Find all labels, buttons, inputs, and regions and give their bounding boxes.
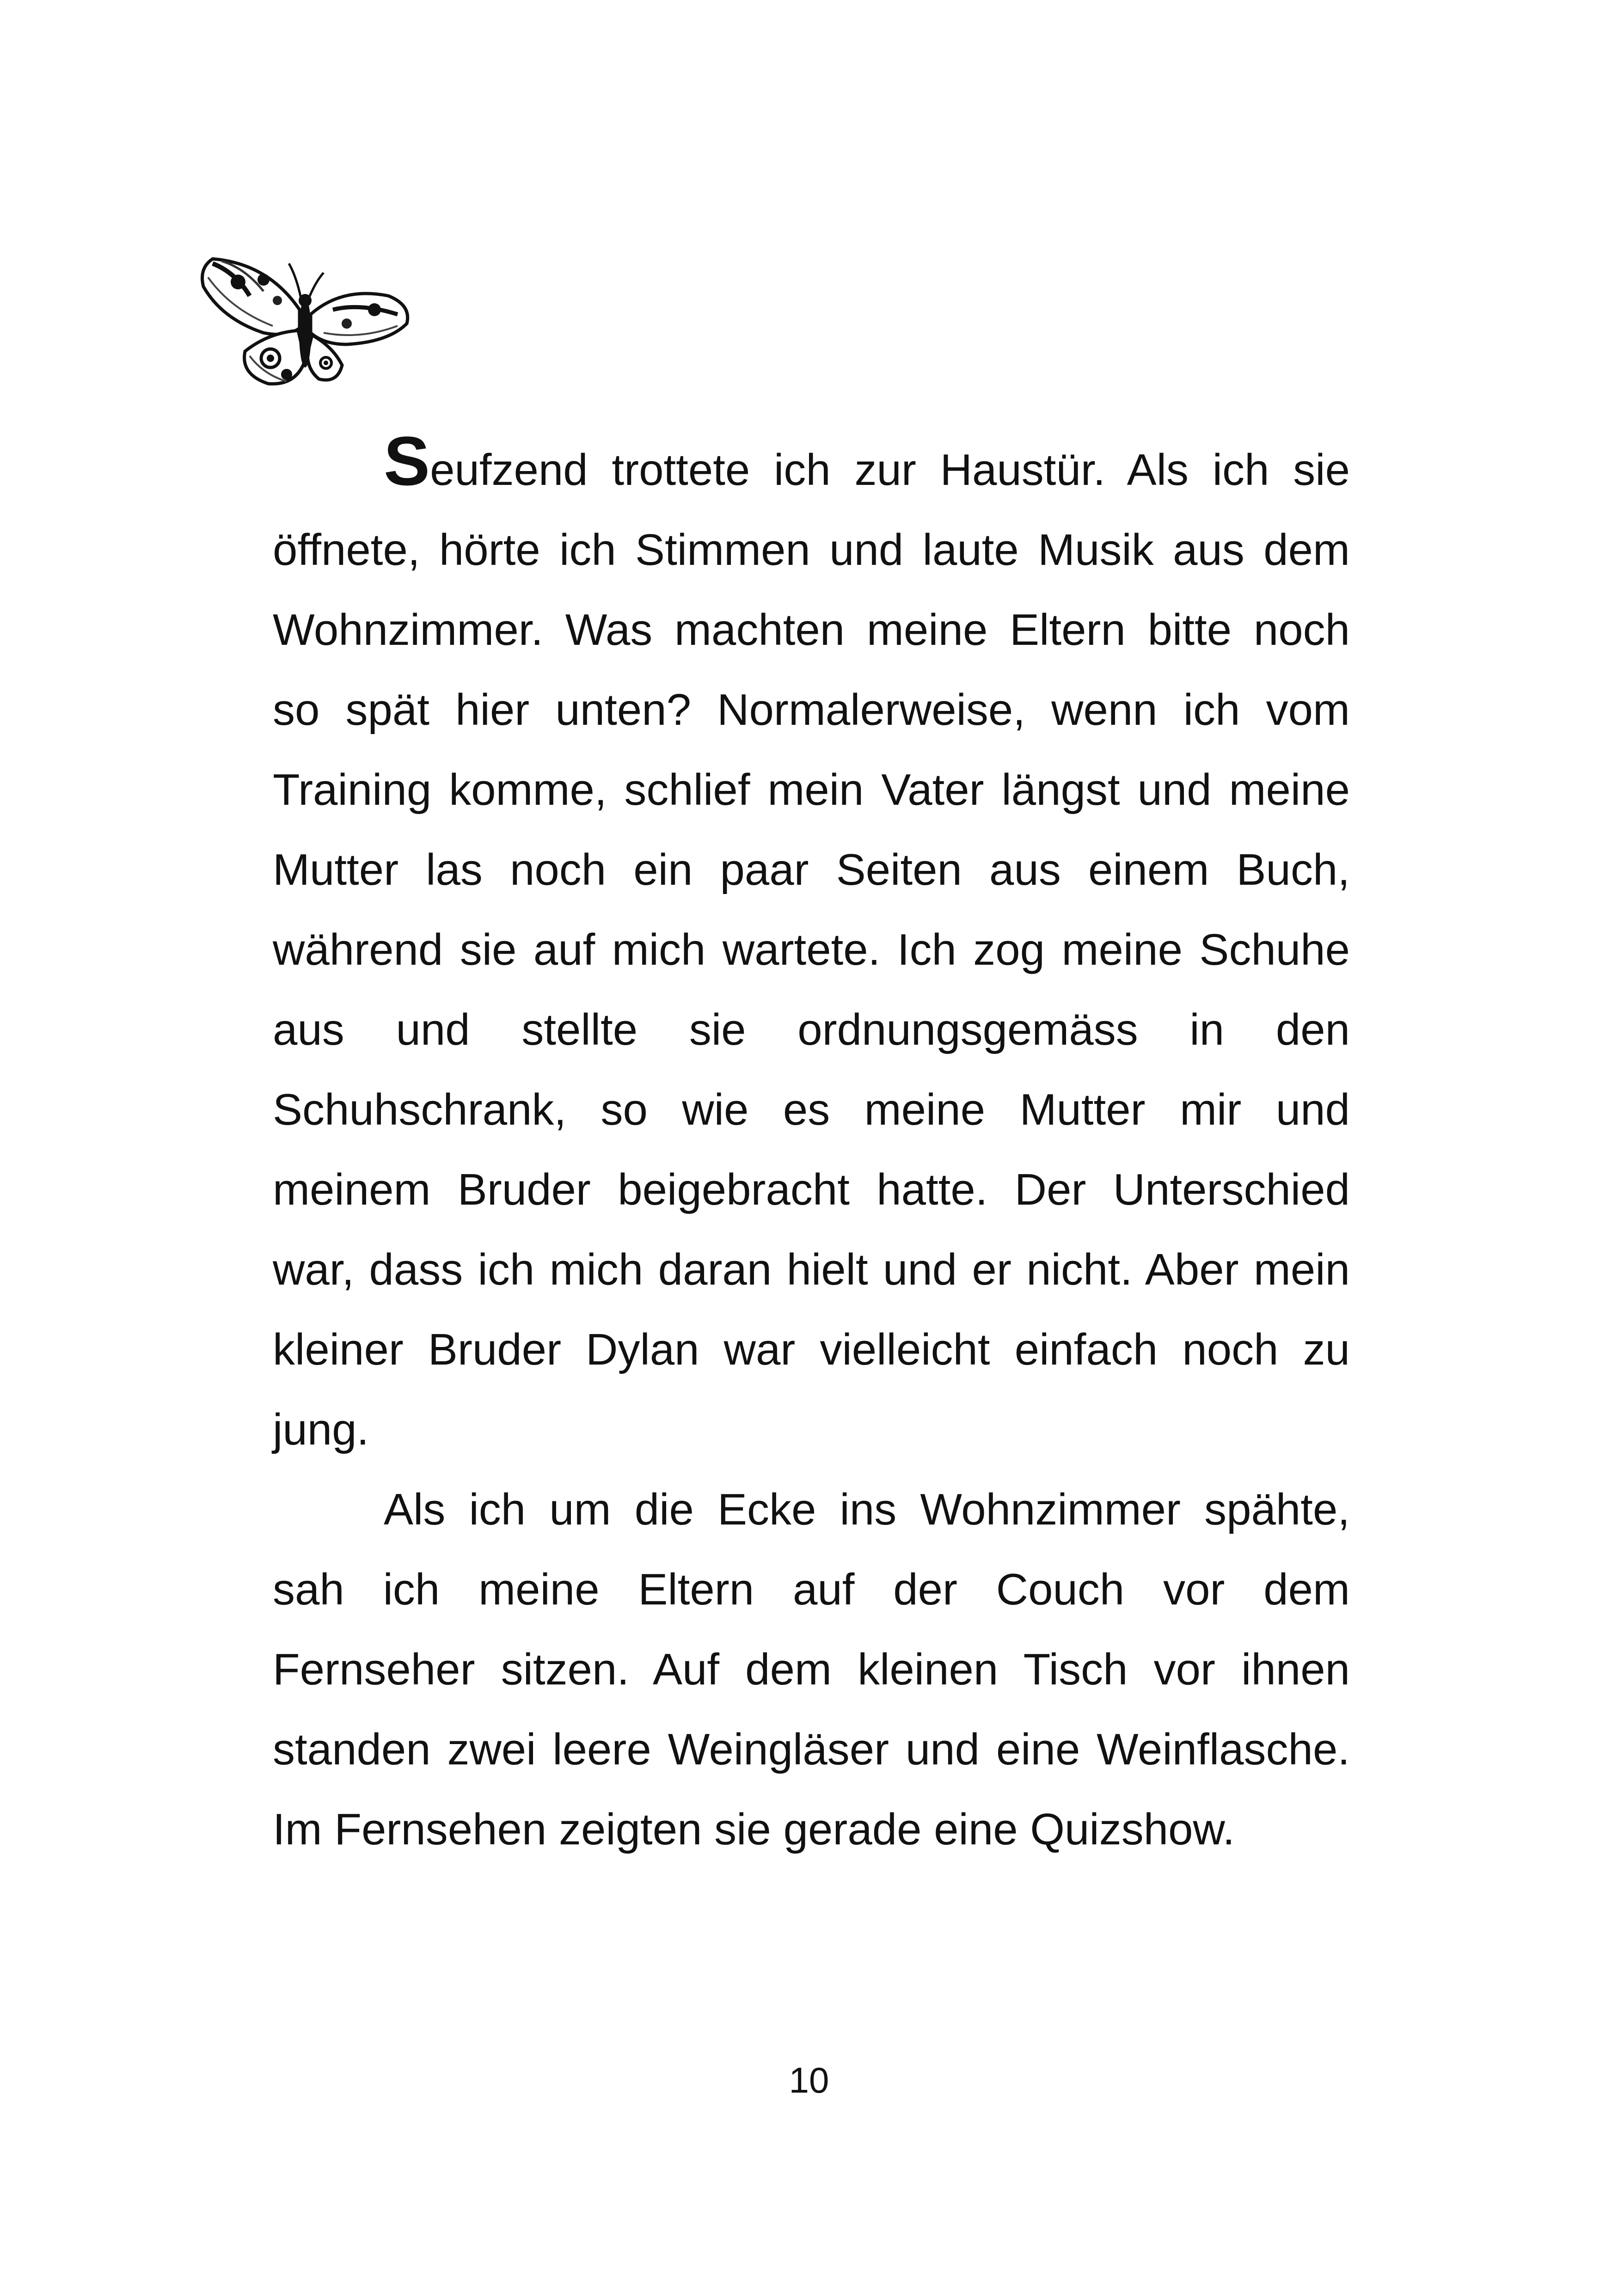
paragraph-2 xyxy=(273,1469,1350,1869)
butterfly-icon xyxy=(194,245,416,393)
paragraph-2-text: Als ich um die Ecke ins Wohnzimmer spähte, sah ich meine Eltern auf der Couch vor dem Fernseher sitzen. Auf dem kleinen Tisch vor ihnen standen zwei leere Weingläser und eine Weinflasche. Im Fernsehen zeigten sie gerade eine Quizshow. xyxy=(273,1485,1350,1854)
page-number: 10 xyxy=(789,2060,829,2100)
body-text xyxy=(273,422,1350,1869)
dropcap-letter: S xyxy=(384,422,430,500)
paragraph-1-text: eufzend trottete ich zur Haustür. Als ich sie öffnete, hörte ich Stimmen und laute Musik aus dem Wohnzimmer. Was machten meine Eltern bitte noch so spät hier unten? Normalerweise, wenn ich vom Training komme, schlief mein Vater längst und meine Mutter las noch ein paar Seiten aus einem Buch, während sie auf mich wartete. Ich zog meine Schuhe aus und stellte sie ordnungsgemäss in den Schuhschrank, so wie es meine Mutter mir und meinem Bruder beigebracht hatte. Der Unterschied war, dass ich mich daran hielt und er nicht. Aber mein kleiner Bruder Dylan war vielleicht einfach noch zu jung. xyxy=(273,445,1350,1454)
paragraph-1 xyxy=(273,422,1350,1469)
